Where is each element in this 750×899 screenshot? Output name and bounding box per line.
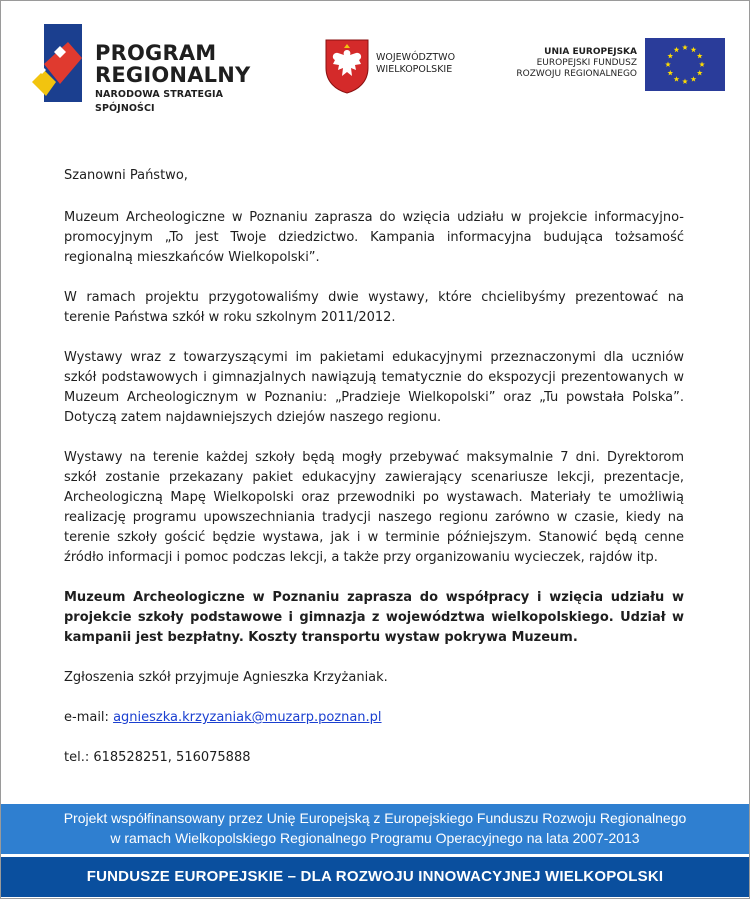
- program-regionalny-text: [95, 42, 280, 116]
- eu-line1: UNIA EUROPEJSKA: [544, 47, 637, 57]
- paragraph-exhibitions: W ramach projektu przygotowaliśmy dwie wystawy, które chcielibyśmy prezentować na terenie Państwa szkół w roku szkolnym 2011/2012.: [64, 290, 684, 325]
- program-regionalny-logo: [30, 24, 280, 114]
- footer-line2: w ramach Wielkopolskiego Regionalnego Programu Operacyjnego na lata 2007-2013: [110, 830, 640, 846]
- wojewodztwo-text: [376, 52, 455, 76]
- eu-star-icon: [667, 70, 673, 75]
- wojewodztwo-line2: WIELKOPOLSKIE: [376, 64, 453, 75]
- eu-text: [516, 47, 637, 80]
- email-line: [64, 708, 684, 728]
- footer-line1: Projekt współfinansowany przez Unię Europejską z Europejskiego Funduszu Rozwoju Regionalnego: [63, 810, 687, 826]
- wielkopolska-eagle-coat-of-arms-icon: [324, 38, 370, 94]
- eu-flag: [645, 38, 725, 91]
- eu-flag-icon: [645, 38, 725, 91]
- wojewodztwo-line1: WOJEWÓDZTWO: [376, 52, 456, 63]
- wojewodztwo-logo: [324, 38, 474, 94]
- paragraph-exhibition-details: Wystawy na terenie każdej szkoły będą mogły przebywać maksymalnie 7 dni. Dyrektorom szkół zostanie przekazany pakiet edukacyjny zawierający scenariusze lekcji, prezentacje, Archeologiczną Mapę Wielkopolski oraz przewodniki po wystawach. Materiały te umożliwią realizację programu upowszechniania tradycji naszego regionu zarówno w czasie, kiedy na terenie szkoły gościć będzie wystawa, jak i w terminie późniejszym. Stanowić będą cenne źródło informacji i pomoc podczas lekcji, a także przy organizowaniu wycieczek, rajdów itp.: [64, 450, 684, 565]
- footer-slogan-bar: [1, 857, 749, 897]
- eu-star-icon: [682, 79, 688, 84]
- footer-cofinancing-bar: [1, 804, 749, 854]
- paragraph-invitation: Muzeum Archeologiczne w Poznaniu zaprasza do wzięcia udziału w projekcie informacyjno-promocyjnym „To jest Twoje dziedzictwo. Kampania informacyjna budująca tożsamość regionalną mieszkańców Wielkopolski”.: [64, 210, 684, 265]
- eu-star-icon: [665, 62, 671, 67]
- paragraph-contact-person: Zgłoszenia szkół przyjmuje Agnieszka Krzyżaniak.: [64, 670, 388, 685]
- phone-line: tel.: 618528251, 516075888: [64, 750, 251, 765]
- paragraph-educational-packages: Wystawy wraz z towarzyszącymi im pakietami edukacyjnymi przeznaczonymi dla uczniów szkół podstawowych i gimnazjalnych nawiązują tematycznie do ekspozycji prezentowanych w Muzeum Archeologicznym w Poznaniu: „Pradzieje Wielkopolski” oraz „Tu powstała Polska”. Dotyczą zatem najdawniejszych dziejów naszego regionu.: [64, 350, 684, 425]
- eu-star-icon: [691, 76, 697, 81]
- eu-line2: EUROPEJSKI FUNDUSZ: [536, 58, 637, 68]
- email-label: e-mail:: [64, 710, 114, 725]
- program-subtitle: NARODOWA STRATEGIA SPÓJNOŚCI: [95, 89, 224, 114]
- eu-star-icon: [699, 62, 705, 67]
- program-title-line1: PROGRAM: [95, 41, 217, 65]
- letter-body: [64, 166, 684, 788]
- greeting: Szanowni Państwo,: [64, 168, 188, 183]
- email-link[interactable]: agnieszka.krzyzaniak@muzarp.poznan.pl: [113, 710, 382, 725]
- eu-star-icon: [674, 47, 680, 52]
- program-title-line2: REGIONALNY: [95, 63, 251, 87]
- eu-star-icon: [691, 47, 697, 52]
- footer-slogan: FUNDUSZE EUROPEJSKIE – DLA ROZWOJU INNOWACYJNEJ WIELKOPOLSKI: [86, 868, 664, 885]
- program-regionalny-logo-icon: [30, 24, 90, 104]
- paragraph-cooperation-bold: Muzeum Archeologiczne w Poznaniu zaprasza do współpracy i wzięcia udziału w projekcie szkoły podstawowe i gimnazja z województwa wielkopolskiego. Udział w kampanii jest bezpłatny. Koszty transportu wystaw pokrywa Muzeum.: [64, 590, 684, 645]
- eu-star-icon: [682, 45, 688, 50]
- eu-logo: [500, 38, 725, 94]
- eu-star-icon: [674, 76, 680, 81]
- eu-star-icon: [697, 53, 703, 58]
- eu-star-icon: [697, 70, 703, 75]
- eu-line3: ROZWOJU REGIONALNEGO: [516, 69, 637, 79]
- eu-star-icon: [667, 53, 673, 58]
